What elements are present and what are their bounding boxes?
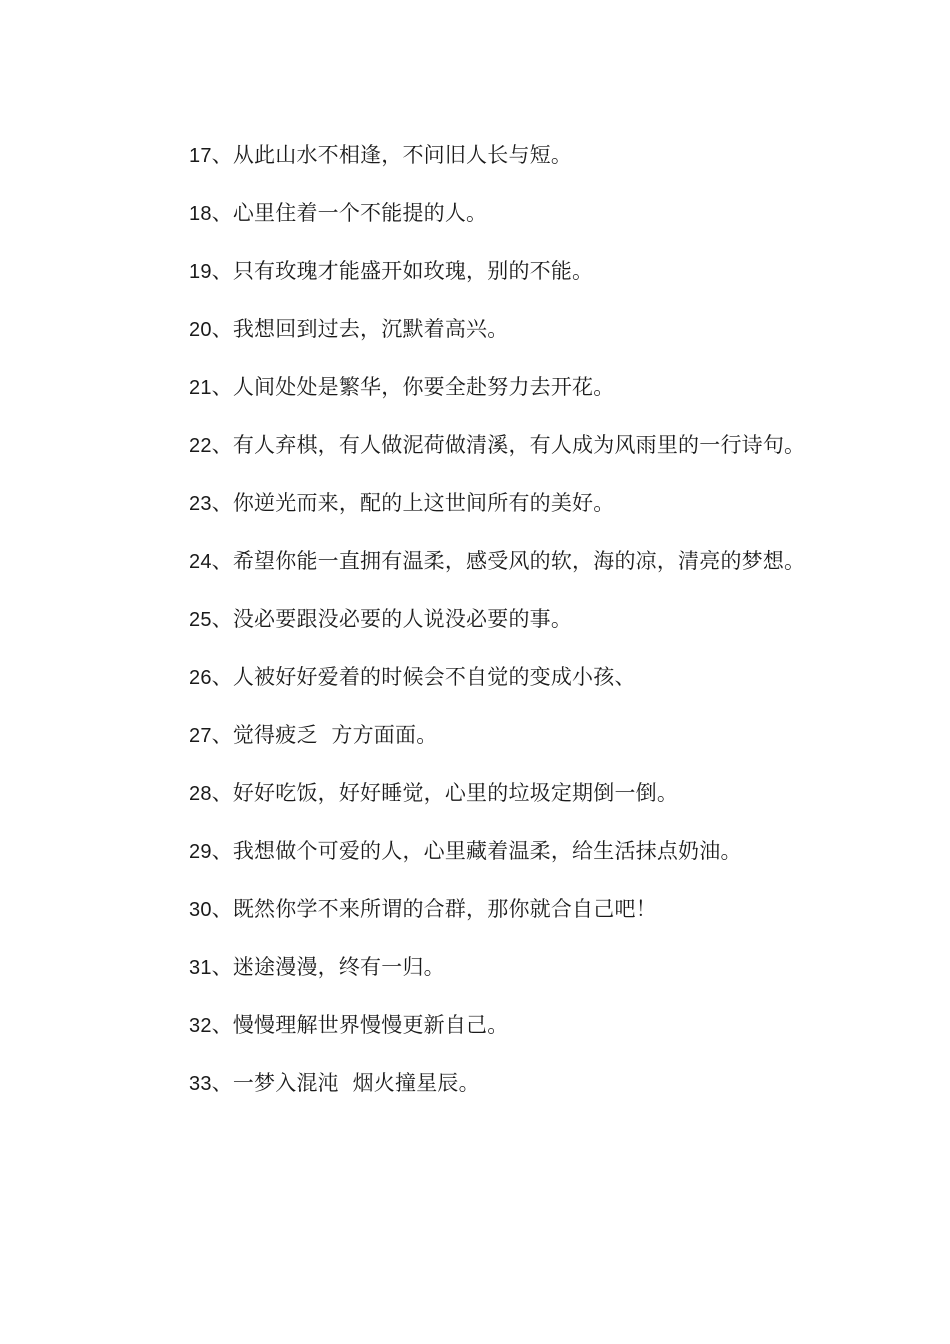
quote-item-25 (145, 591, 810, 649)
quote-text: 、只有玫瑰才能盛开如玫瑰，别的不能。 (211, 259, 594, 283)
quote-item-31 (145, 939, 810, 997)
quote-text: 、有人弃棋，有人做泥荷做清溪，有人成为风雨里的一行诗句。 (211, 433, 806, 457)
quote-text: 、你逆光而来，配的上这世间所有的美好。 (211, 491, 615, 515)
quote-text: 、心里住着一个不能提的人。 (211, 201, 488, 225)
quote-text: 、觉得疲乏 方方面面。 (211, 723, 438, 747)
quote-number: 23 (189, 493, 212, 515)
quote-number: 21 (189, 377, 212, 399)
quote-text: 、没必要跟没必要的人说没必要的事。 (211, 607, 573, 631)
quote-number: 20 (189, 319, 212, 341)
quote-number: 22 (189, 435, 212, 457)
quote-text: 、一梦入混沌 烟火撞星辰。 (211, 1071, 480, 1095)
quote-item-22 (145, 417, 810, 475)
quote-number: 18 (189, 203, 212, 225)
quote-item-21 (145, 359, 810, 417)
quote-text: 、我想回到过去，沉默着高兴。 (211, 317, 509, 341)
quote-text: 、从此山水不相逢，不问旧人长与短。 (211, 143, 573, 167)
quote-item-28 (145, 765, 810, 823)
quote-text: 、既然你学不来所谓的合群，那你就合自己吧！ (211, 897, 657, 921)
quote-item-17 (145, 127, 810, 185)
quote-list (145, 127, 810, 1113)
quote-item-24 (145, 533, 810, 591)
quote-number: 26 (189, 667, 212, 689)
quote-text: 、人间处处是繁华，你要全赴努力去开花。 (211, 375, 615, 399)
quote-item-18 (145, 185, 810, 243)
quote-number: 17 (189, 145, 212, 167)
quote-item-20 (145, 301, 810, 359)
quote-number: 32 (189, 1015, 212, 1037)
quote-text: 、迷途漫漫，终有一归。 (211, 955, 445, 979)
quote-number: 24 (189, 551, 212, 573)
quote-item-33 (145, 1055, 810, 1113)
quote-text: 、好好吃饭，好好睡觉，心里的垃圾定期倒一倒。 (211, 781, 679, 805)
quote-item-27 (145, 707, 810, 765)
quote-text: 、人被好好爱着的时候会不自觉的变成小孩、 (211, 665, 636, 689)
quote-number: 28 (189, 783, 212, 805)
quote-number: 19 (189, 261, 212, 283)
quote-number: 27 (189, 725, 212, 747)
quote-item-19 (145, 243, 810, 301)
quote-item-23 (145, 475, 810, 533)
quote-item-26 (145, 649, 810, 707)
quote-text: 、慢慢理解世界慢慢更新自己。 (211, 1013, 509, 1037)
quote-number: 29 (189, 841, 212, 863)
quote-number: 33 (189, 1073, 212, 1095)
quote-item-30 (145, 881, 810, 939)
quote-text: 、希望你能一直拥有温柔，感受风的软，海的凉，清亮的梦想。 (211, 549, 806, 573)
quote-text: 、我想做个可爱的人，心里藏着温柔，给生活抹点奶油。 (211, 839, 742, 863)
quote-item-29 (145, 823, 810, 881)
quote-item-32 (145, 997, 810, 1055)
quote-number: 31 (189, 957, 212, 979)
quote-number: 30 (189, 899, 212, 921)
quote-number: 25 (189, 609, 212, 631)
